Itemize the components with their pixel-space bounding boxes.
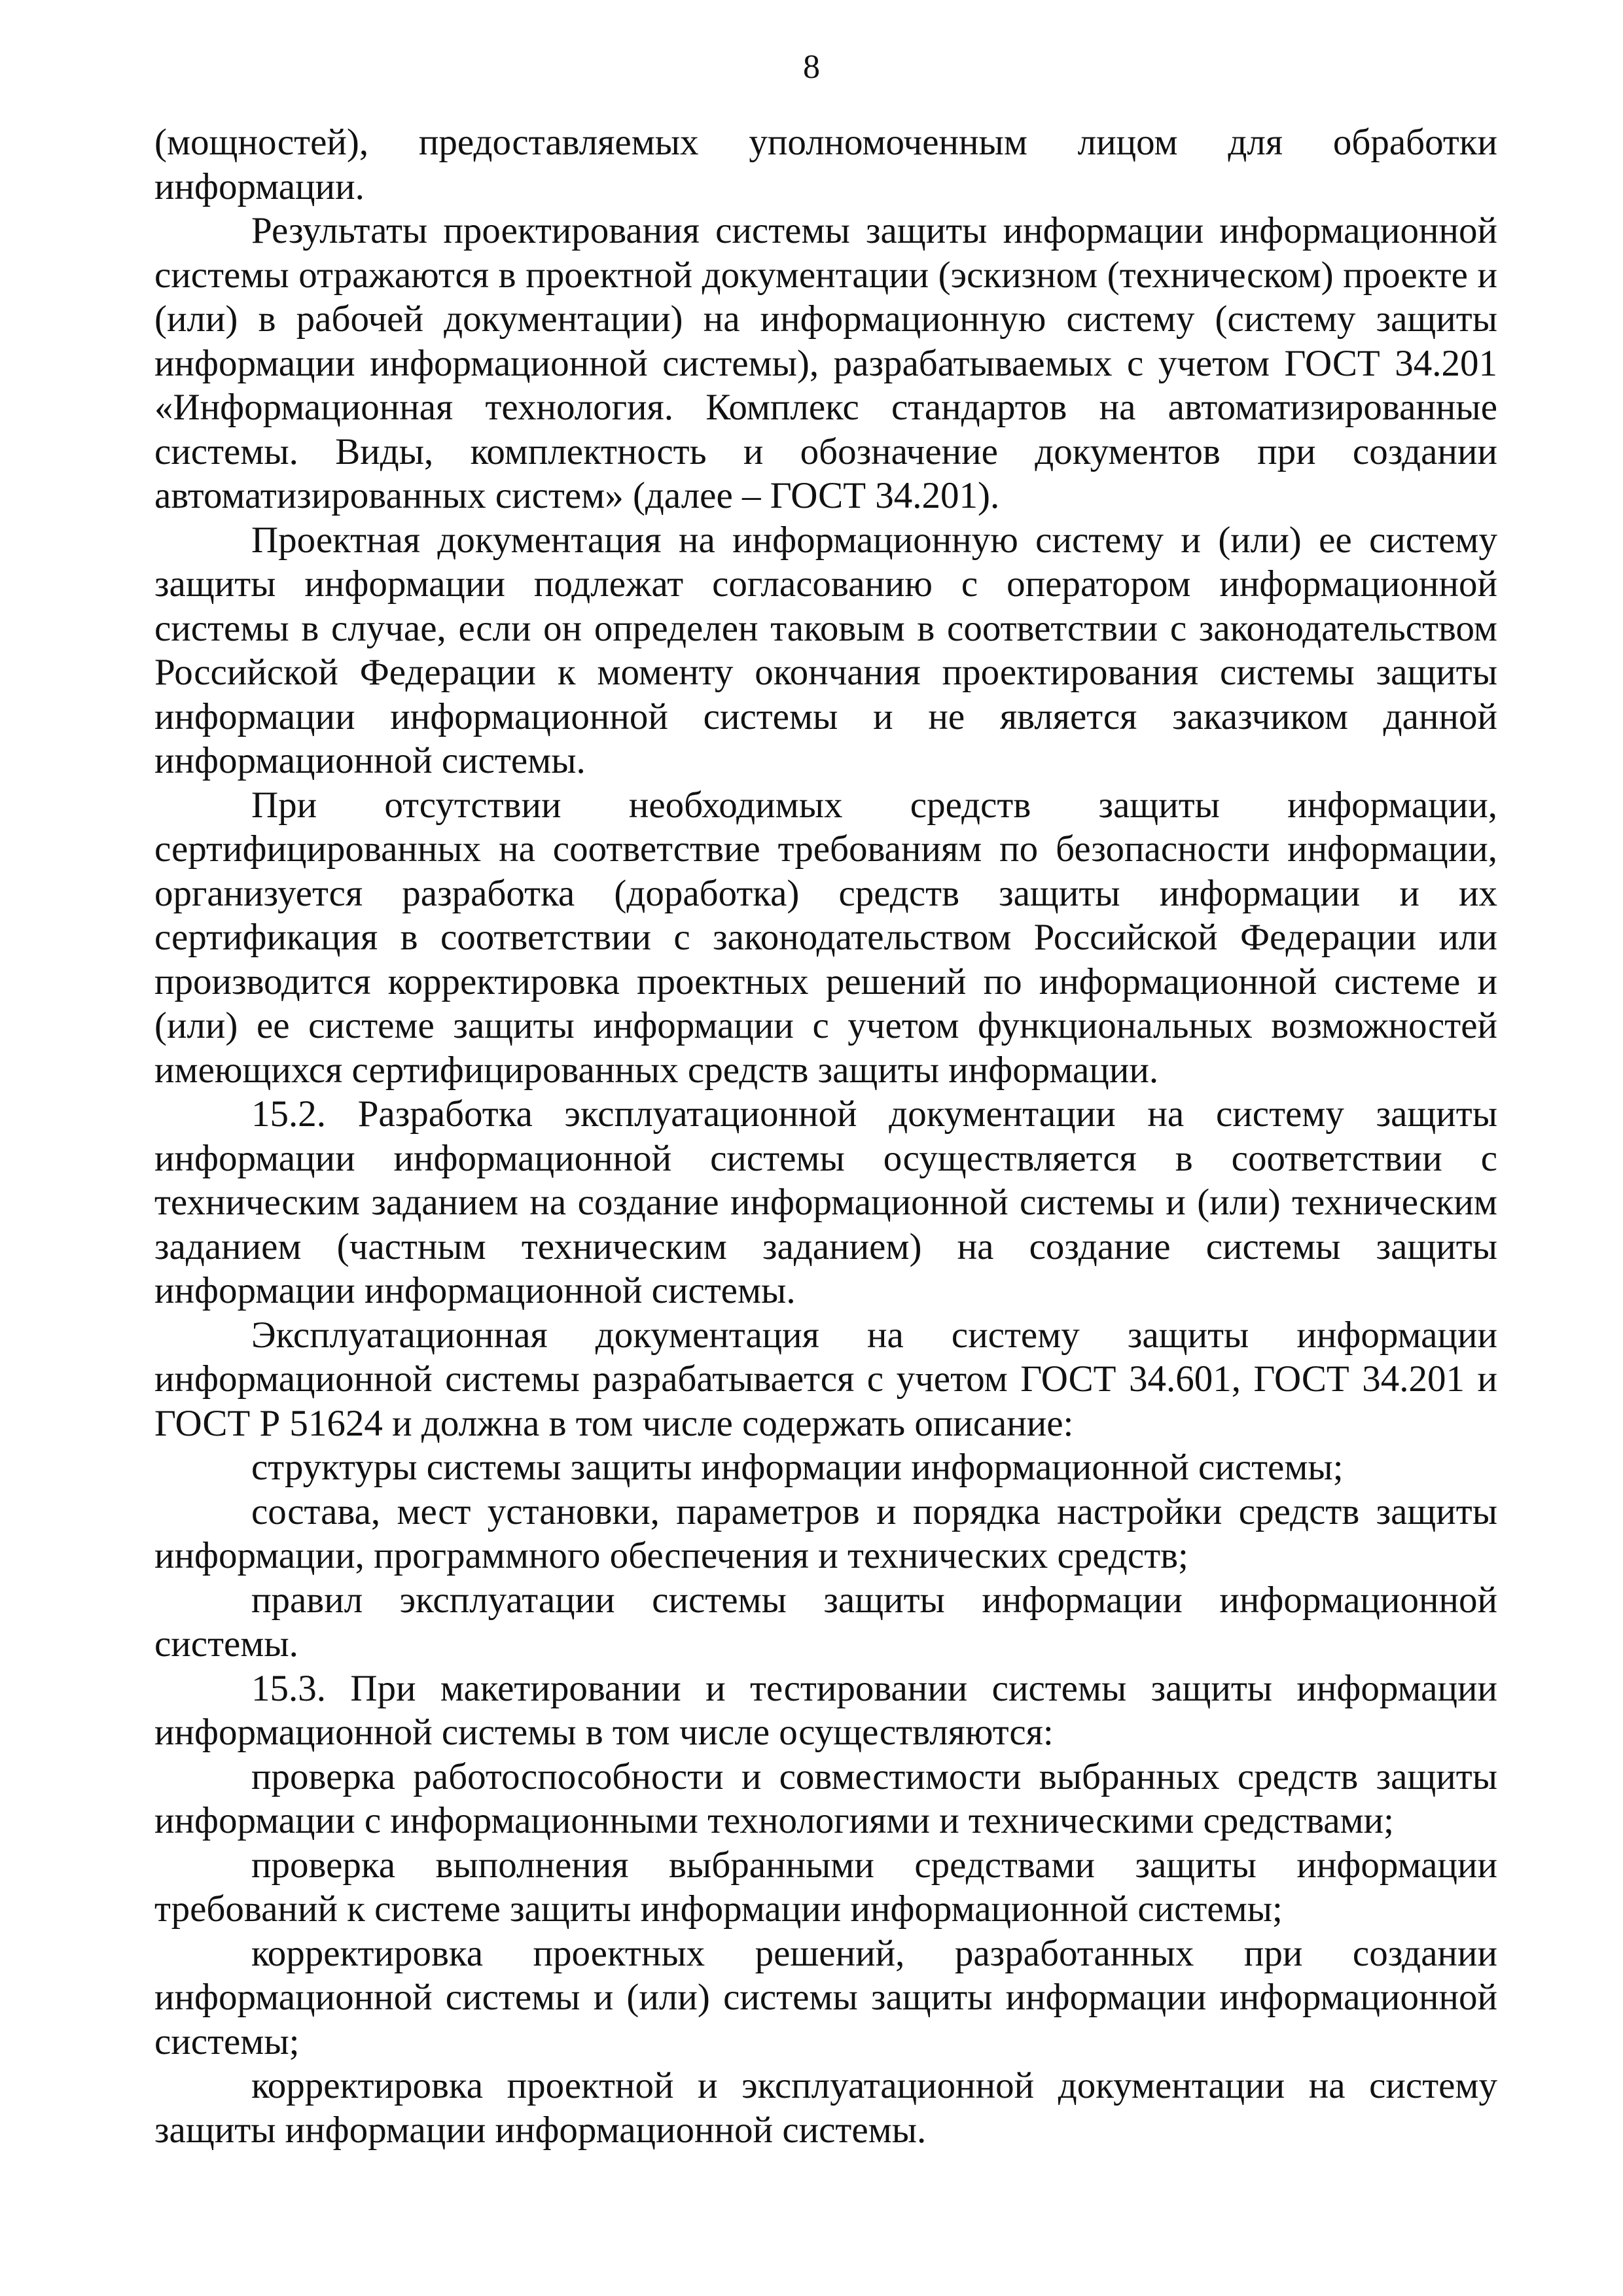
document-body [154,120,1497,2152]
paragraph-power-continuation: (мощностей), предоставляемых уполномоченным лицом для обработки информации. [154,122,1497,207]
paragraph-design-approval: Проектная документация на информационную систему и (или) ее систему защиты информации подлежат согласованию с оператором информационной системы в случае, если он определен таковым в соответствии с законодательством Российской Федерации к моменту окончания проектирования системы защиты информации информационной системы и не является заказчиком данной информационной системы. [154,519,1497,781]
list-item-compatibility-check: проверка работоспособности и совместимости выбранных средств защиты информации с информационными технологиями и техническими средствами; [154,1756,1497,1841]
paragraph-certified-means: При отсутствии необходимых средств защиты информации, сертифицированных на соответствие требованиям по безопасности информации, организуется разработка (доработка) средств защиты информации и их сертификация в соответствии с законодательством Российской Федерации или производится корректировка проектных решений по информационной системе и (или) ее системе защиты информации с учетом функциональных возможностей имеющихся сертифицированных средств защиты информации. [154,784,1497,1091]
list-item-operation-rules: правил эксплуатации системы защиты информации информационной системы. [154,1579,1497,1665]
list-item-requirements-check: проверка выполнения выбранными средствами защиты информации требований к системе защиты информации информационной системы; [154,1844,1497,1930]
page-number: 8 [803,48,820,86]
list-item-structure: структуры системы защиты информации информационной системы; [251,1447,1344,1488]
list-item-composition: состава, мест установки, параметров и порядка настройки средств защиты информации, программного обеспечения и технических средств; [154,1491,1497,1576]
paragraph-operational-docs: Эксплуатационная документация на систему защиты информации информационной системы разрабатывается с учетом ГОСТ 34.601, ГОСТ 34.201 и ГОСТ Р 51624 и должна в том числе содержать описание: [154,1314,1497,1444]
list-item-docs-correction: корректировка проектной и эксплуатационной документации на систему защиты информации информационной системы. [154,2065,1497,2151]
paragraph-section-15-2: 15.2. Разработка эксплуатационной документации на систему защиты информации информационной системы осуществляется в соответствии с техническим заданием на создание информационной системы и (или) техническим заданием (частным техническим заданием) на создание системы защиты информации информационной системы. [154,1093,1497,1311]
paragraph-section-15-3: 15.3. При макетировании и тестировании системы защиты информации информационной системы в том числе осуществляются: [154,1667,1497,1753]
paragraph-design-results: Результаты проектирования системы защиты информации информационной системы отражаются в проектной документации (эскизном (техническом) проекте и (или) в рабочей документации) на информационную систему (систему защиты информации информационной системы), разрабатываемых с учетом ГОСТ 34.201 «Информационная технология. Комплекс стандартов на автоматизированные системы. Виды, комплектность и обозначение документов при создании автоматизированных систем» (далее – ГОСТ 34.201). [154,210,1497,516]
list-item-design-correction: корректировка проектных решений, разработанных при создании информационной системы и (или) системы защиты информации информационной системы; [154,1932,1497,2062]
